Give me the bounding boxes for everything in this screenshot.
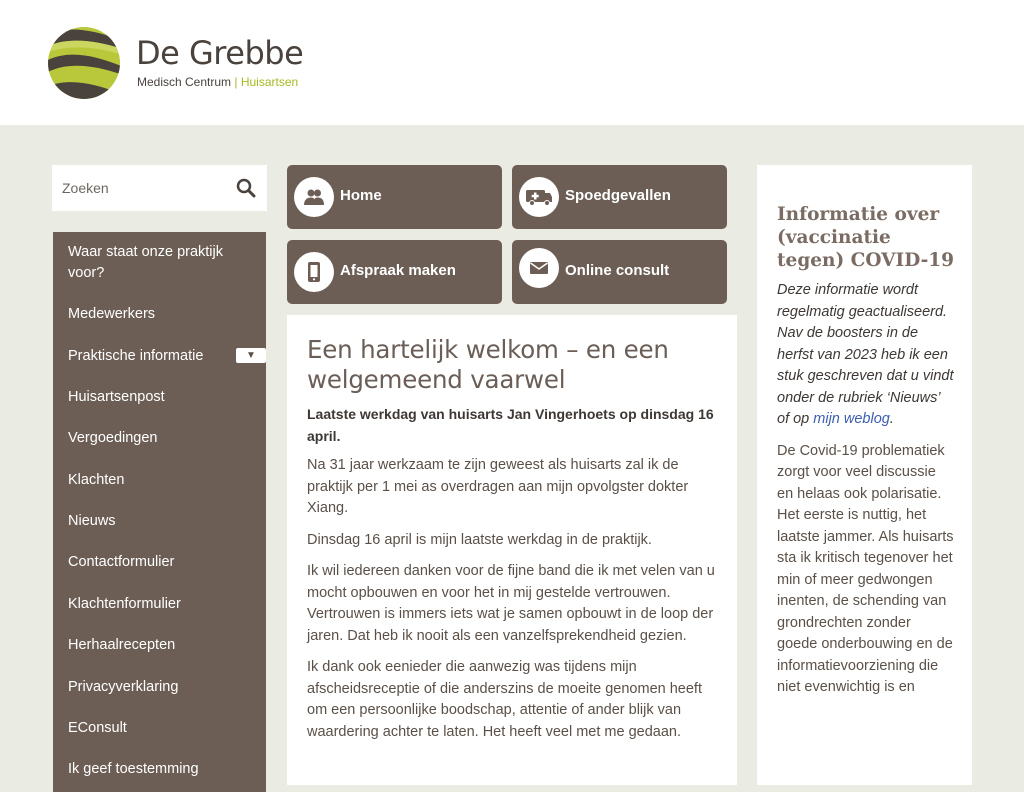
- logo-tagline: [137, 75, 298, 89]
- article-lead: Laatste werkdag van huisarts Jan Vingerhoets op dinsdag 16 april.: [307, 406, 714, 444]
- logo-sphere-icon: [46, 20, 136, 106]
- covid-info-note-end: .: [889, 411, 894, 427]
- sidebar-item-huisartsenpost[interactable]: Huisartsenpost: [68, 389, 165, 405]
- tile-home-label: Home: [340, 187, 382, 204]
- site-logo[interactable]: [46, 20, 302, 106]
- covid-info-panel: [757, 165, 972, 785]
- sidebar-item-klachtenformulier[interactable]: Klachtenformulier: [68, 596, 181, 612]
- logo-tagline-separator: |: [234, 75, 238, 89]
- sidebar-item-econsult[interactable]: EConsult: [68, 720, 127, 736]
- sidebar-nav: [53, 232, 266, 792]
- ambulance-icon: [519, 177, 559, 217]
- tile-afspraak-maken[interactable]: [287, 240, 502, 304]
- covid-info-body: De Covid-19 problematiek zorgt voor veel discussie en helaas ook polarisatie. Het eerste is nuttig, het laatste jammer. Als huisarts sta ik kritisch tegenover het min of meer gedwongen inenten, de schending van grondrechten zonder goede onderbouwing en de informatievoorziening die niet evenwichtig is en: [777, 442, 954, 695]
- search-icon: [235, 177, 257, 199]
- sidebar-item-toestemming[interactable]: Ik geef toestemming: [68, 761, 199, 777]
- search-box: [52, 165, 267, 211]
- sidebar-item-praktijk[interactable]: Waar staat onze praktijk voor?: [68, 244, 223, 281]
- tile-online-consult-label: Online consult: [565, 262, 670, 279]
- sidebar-item-klachten[interactable]: Klachten: [68, 472, 125, 488]
- phone-icon: [294, 252, 334, 292]
- chevron-down-icon[interactable]: ▼: [236, 348, 266, 363]
- people-icon: [294, 177, 334, 217]
- tile-online-consult[interactable]: [512, 240, 727, 304]
- article-paragraph: Na 31 jaar werkzaam te zijn geweest als huisarts zal ik de praktijk per 1 mei as overdragen aan mijn opvolgster dokter Xiang.: [307, 457, 689, 516]
- site-header: [0, 0, 1024, 125]
- sidebar-item-nieuws[interactable]: Nieuws: [68, 513, 116, 529]
- sidebar-item-label: Praktische informatie: [68, 348, 204, 364]
- mail-icon: [519, 248, 559, 288]
- logo-wordmark: De Grebbe: [136, 34, 304, 72]
- covid-info-title: Informatie over (vaccinatie tegen) COVID-19: [777, 204, 954, 271]
- sidebar-item-praktische-informatie[interactable]: [68, 346, 258, 367]
- article-paragraph: Dinsdag 16 april is mijn laatste werkdag in de praktijk.: [307, 531, 652, 548]
- sidebar-item-vergoedingen[interactable]: Vergoedingen: [68, 430, 158, 446]
- article-paragraph: Ik dank ook eenieder die aanwezig was tijdens mijn afscheidsreceptie of die anderszins de moeite genomen heeft om een persoonlijke boodschap, attentie of ander blijk van waardering achter te laten. Het heeft veel met me gedaan.: [307, 659, 702, 740]
- article-paragraph: Ik wil iedereen danken voor de fijne band die ik met velen van u mocht opbouwen en voor het in mij gestelde vertrouwen. Vertrouwen is immers iets wat je samen opbouwt in de loop der jaren. Dat heb ik nooit als een vanzelfsprekendheid gezien.: [307, 563, 715, 644]
- logo-tagline-accent: Huisartsen: [240, 75, 299, 89]
- logo-tagline-main: Medisch Centrum: [137, 75, 232, 89]
- sidebar-item-herhaalrecepten[interactable]: Herhaalrecepten: [68, 637, 176, 653]
- covid-info-note: [777, 280, 954, 431]
- sidebar-item-contactformulier[interactable]: Contactformulier: [68, 554, 175, 570]
- tile-home[interactable]: [287, 165, 502, 229]
- article-title: Een hartelijk welkom – en een welgemeend vaarwel: [307, 335, 669, 394]
- search-button[interactable]: [235, 177, 257, 199]
- tile-spoedgevallen-label: Spoedgevallen: [565, 187, 671, 204]
- sidebar-item-privacyverklaring[interactable]: Privacyverklaring: [68, 679, 179, 695]
- tile-spoedgevallen[interactable]: [512, 165, 727, 229]
- covid-info-note-text: Deze informatie wordt regelmatig geactualiseerd. Nav de boosters in de herfst van 2023 heb ik een stuk geschreven dat u vindt onder de rubriek ‘Nieuws’ of op: [777, 282, 954, 427]
- sidebar-item-medewerkers[interactable]: Medewerkers: [68, 306, 156, 322]
- search-input[interactable]: [52, 166, 222, 210]
- weblog-link[interactable]: mijn weblog: [813, 411, 890, 427]
- main-article: [287, 315, 737, 785]
- tile-afspraak-maken-label: Afspraak maken: [340, 262, 456, 279]
